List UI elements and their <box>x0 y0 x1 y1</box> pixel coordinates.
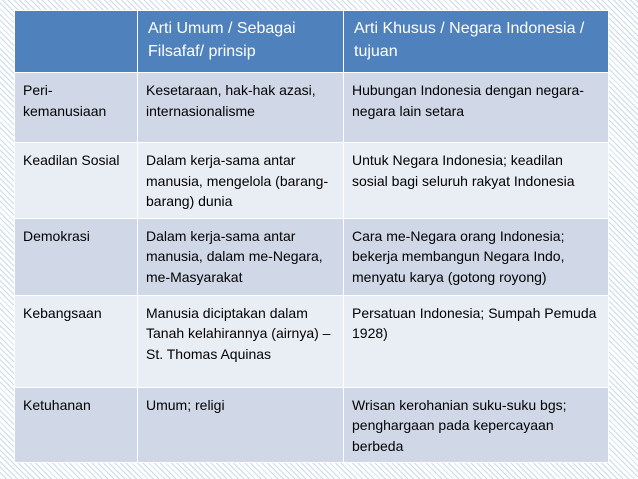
table-row-kebangsaan <box>15 295 609 387</box>
row-specific-meaning: Wrisan kerohanian suku-suku bgs; penghargaan pada kepercayaan berbeda <box>344 387 609 463</box>
row-label: Peri-kemanusiaan <box>15 73 138 143</box>
row-general-meaning: Kesetaraan, hak-hak azasi, internasionalisme <box>138 73 344 143</box>
header-row <box>15 11 609 73</box>
row-label: Keadilan Sosial <box>15 143 138 219</box>
header-specific-meaning: Arti Khusus / Negara Indonesia / tujuan <box>344 11 609 73</box>
pancasila-comparison-table <box>14 10 609 463</box>
row-label: Kebangsaan <box>15 295 138 387</box>
row-general-meaning: Manusia diciptakan dalam Tanah kelahirannya (airnya) – St. Thomas Aquinas <box>138 295 344 387</box>
row-specific-meaning: Untuk Negara Indonesia; keadilan sosial bagi seluruh rakyat Indonesia <box>344 143 609 219</box>
header-general-meaning: Arti Umum / Sebagai Filsafaf/ prinsip <box>138 11 344 73</box>
row-specific-meaning: Cara me-Negara orang Indonesia; bekerja membangun Negara Indo, menyatu karya (gotong royong) <box>344 218 609 295</box>
row-label: Demokrasi <box>15 218 138 295</box>
row-general-meaning: Dalam kerja-sama antar manusia, dalam me-Negara, me-Masyarakat <box>138 218 344 295</box>
row-specific-meaning: Persatuan Indonesia; Sumpah Pemuda 1928) <box>344 295 609 387</box>
table-row-keadilan-sosial <box>15 143 609 219</box>
row-general-meaning: Umum; religi <box>138 387 344 463</box>
row-label: Ketuhanan <box>15 387 138 463</box>
table-row-ketuhanan <box>15 387 609 463</box>
header-corner-cell <box>15 11 138 73</box>
table-row-demokrasi <box>15 218 609 295</box>
row-specific-meaning: Hubungan Indonesia dengan negara-negara lain setara <box>344 73 609 143</box>
row-general-meaning: Dalam kerja-sama antar manusia, mengelola (barang-barang) dunia <box>138 143 344 219</box>
table-row-perikemanusiaan <box>15 73 609 143</box>
